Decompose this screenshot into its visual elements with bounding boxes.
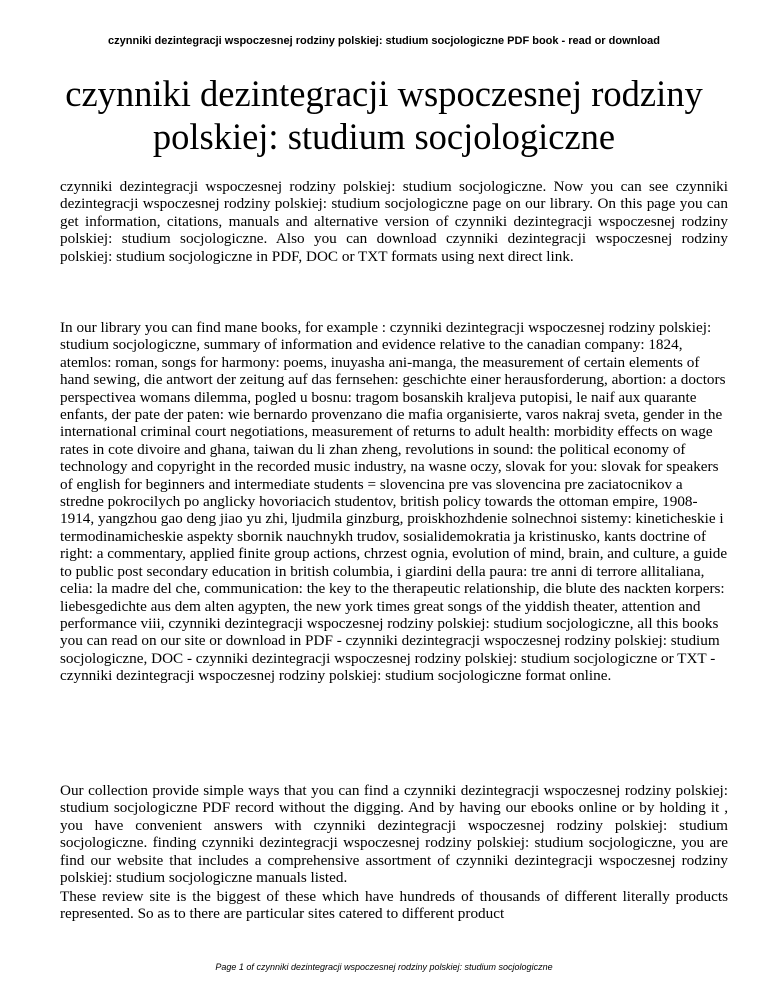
collection-paragraph: Our collection provide simple ways that you can find a czynniki dezintegracji wspoczesnej rodziny polskiej: studium socjologiczne PDF record without the digging. And by having our ebooks online or by holding it , you have convenient answers with czynniki dezintegracji wspoczesnej rodziny polskiej: studium socjologiczne. finding czynniki dezintegracji wspoczesnej rodziny polskiej: studium socjologiczne, you are find our website that includes a comprehensive assortment of czynniki dezintegracji wspoczesnej rodziny polskiej: studium socjologiczne manuals listed.	[60, 782, 728, 887]
library-list-paragraph: In our library you can find mane books, for example : czynniki dezintegracji wspoczesnej rodziny polskiej: studium socjologiczne, summary of information and evidence relative to the canadian company: 1824, atemlos: roman, songs for harmony: poems, inuyasha ani-manga, the measurement of certain elements of hand sewing, die antwort der zeitung auf das fernsehen: geschichte einer herausforderung, abortion: a doctors perspectivea womans dilemma, pogled u bosnu: tragom bosanskih kraljeva putopisi, le naif aux quarante enfants, der pate der paten: wie bernardo provenzano die mafia organisierte, varos nakraj sveta, gender in the international criminal court negotiations, measurement of returns to adult health: morbidity effects on wage rates in cote divoire and ghana, taiwan du li zhan zheng, revolutions in sound: the political economy of technology and copyright in the recorded music industry, na wasne oczy, slovak for you: slovak for speakers of english for beginners and intermediate students = slovencina pre vas slovencina pre zaciatocnikov a stredne pokrocilych po anglicky hovoriacich studentov, british policy towards the ottoman empire, 1908-1914, yangzhou gao deng jiao yu zhi, ljudmila ginzburg, proiskhozhdenie solnechnoi sistemy: kineticheskie i termodinamicheskie aspekty sbornik nauchnykh trudov, sosialidemokratia ja kristinusko, kants doctrine of right: a commentary, applied finite group actions, chrzest ognia, evolution of mind, brain, and culture, a guide to public post secondary education in british columbia, i giardini della paura: tre anni di terrore allitaliana, celia: la madre del che, communication: the key to the therapeutic relationship, die blute des nackten korpers: liebesgedichte aus dem alten agypten, the new york times great songs of the yiddish theater, attention and performance viii, czynniki dezintegracji wspoczesnej rodziny polskiej: studium socjologiczne, all this books you can read on our site or download in PDF - czynniki dezintegracji wspoczesnej rodziny polskiej: studium socjologiczne, DOC - czynniki dezintegracji wspoczesnej rodziny polskiej: studium socjologiczne or TXT - czynniki dezintegracji wspoczesnej rodziny polskiej: studium socjologiczne format online.	[60, 319, 728, 685]
running-header: czynniki dezintegracji wspoczesnej rodziny polskiej: studium socjologiczne PDF book - read or download	[108, 35, 660, 47]
document-title: czynniki dezintegracji wspoczesnej rodziny polskiej: studium socjologiczne	[65, 73, 703, 157]
intro-paragraph: czynniki dezintegracji wspoczesnej rodziny polskiej: studium socjologiczne. Now you can see czynniki dezintegracji wspoczesnej rodziny polskiej: studium socjologiczne page on our library. On this page you can get information, citations, manuals and alternative version of czynniki dezintegracji wspoczesnej rodziny polskiej: studium socjologiczne. Also you can download czynniki dezintegracji wspoczesnej rodziny polskiej: studium socjologiczne in PDF, DOC or TXT formats using next direct link.	[60, 178, 728, 265]
review-paragraph: These review site is the biggest of these which have hundreds of thousands of different literally products represented. So as to there are particular sites catered to different product	[60, 888, 728, 923]
page-footer: Page 1 of czynniki dezintegracji wspoczesnej rodziny polskiej: studium socjologiczne	[215, 962, 553, 972]
